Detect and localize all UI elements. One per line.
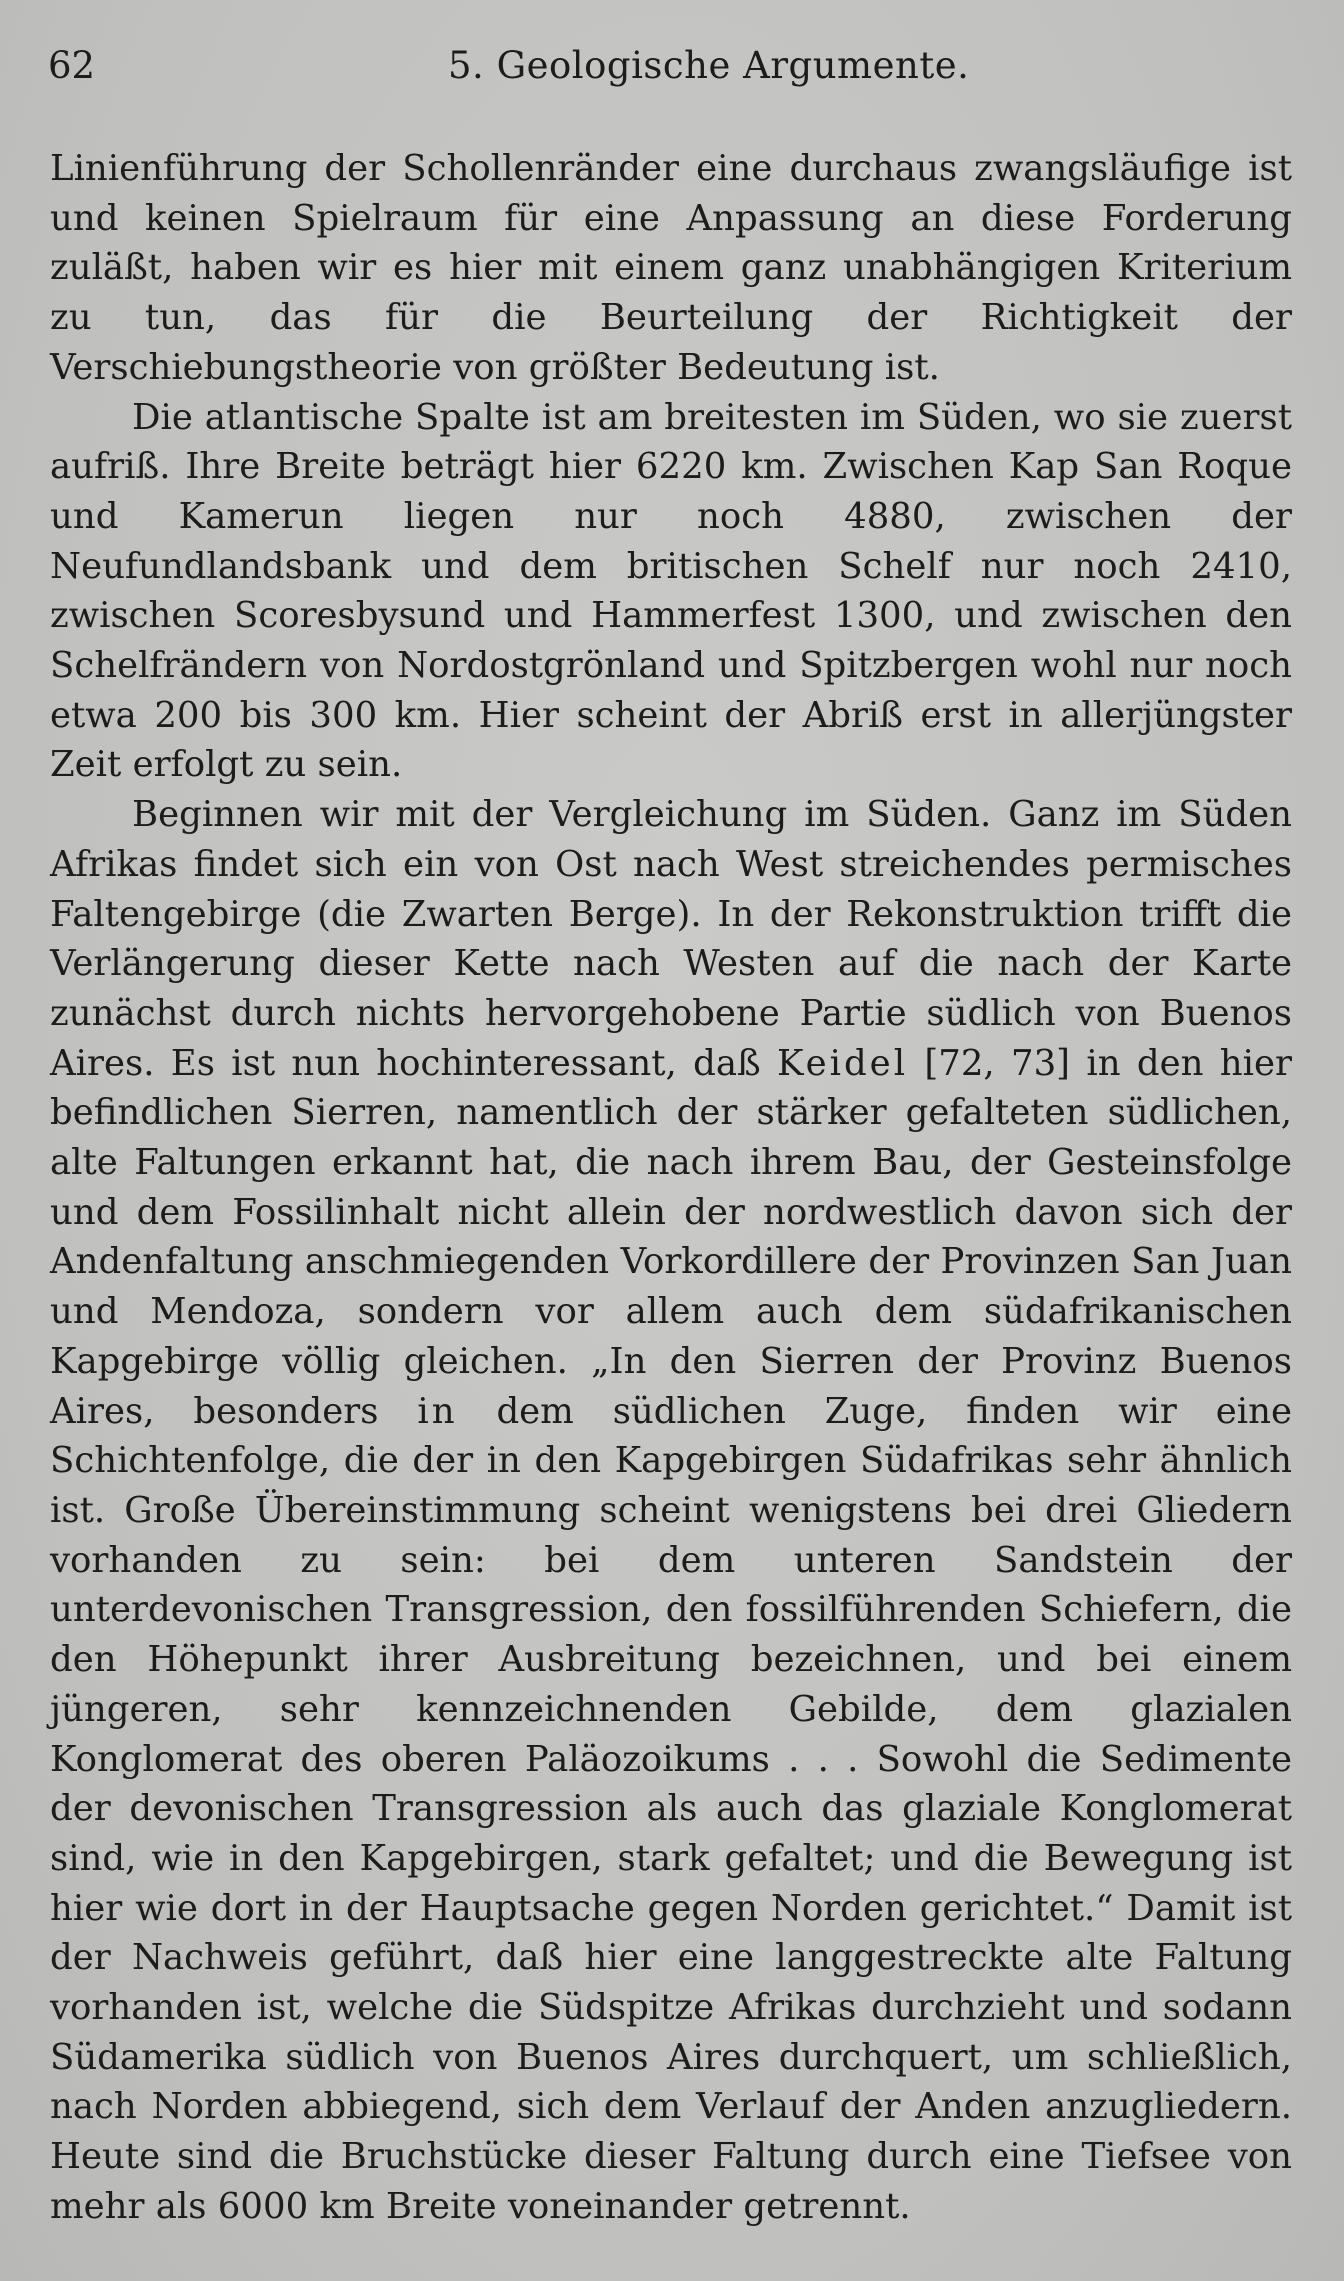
- running-title: 5. Geologische Argumente.: [448, 44, 970, 87]
- paragraph-atlantic-spalte: Die atlantische Spalte ist am breitesten im Süden, wo sie zuerst aufriß. Ihre Breite beträgt hier 6220 km. Zwischen Kap San Roque und Kamerun liegen nur noch 4880, zwischen der Neufundlandsbank und dem britischen Schelf nur noch 2410, zwischen Scoresbysund und Hammerfest 1300, und zwischen den Schelfrändern von Nordostgrönland und Spitzbergen wohl nur noch etwa 200 bis 300 km. Hier scheint der Abriß erst in allerjüngster Zeit erfolgt zu sein.: [50, 396, 1292, 786]
- paragraph-vergleichung-sueden: [50, 790, 1292, 2231]
- author-name: Keidel: [777, 1042, 909, 1084]
- spaced-word: in: [417, 1390, 458, 1432]
- paragraph-text: dem südlichen Zuge, finden wir eine Schichtenfolge, die der in den Kapgebirgen Südafrikas sehr ähnlich ist. Große Übereinstimmung scheint wenigstens bei drei Gliedern vorhanden zu sein: bei dem unteren Sandstein der unterdevonischen Transgression, den fossilführenden Schiefern, die den Höhepunkt ihrer Ausbreitung bezeichnen, und bei einem jüngeren, sehr kennzeichnenden Gebilde, dem glazialen Konglomerat des oberen Paläozoikums . . . Sowohl die Sedimente der devonischen Transgression als auch das glaziale Konglomerat sind, wie in den Kapgebirgen, stark gefaltet; und die Bewegung ist hier wie dort in der Hauptsache gegen Norden gerichtet.“ Damit ist der Nachweis geführt, daß hier eine langgestreckte alte Faltung vorhanden ist, welche die Südspitze Afrikas durchzieht und sodann Südamerika südlich von Buenos Aires durchquert, um schließlich, nach Norden abbiegend, sich dem Verlauf der Anden anzugliedern. Heute sind die Bruchstücke dieser Faltung durch eine Tiefsee von mehr als 6000 km Breite voneinander getrennt.: [50, 1390, 1292, 2227]
- paragraph-text: [72, 73] in den hier befindlichen Sierren, namentlich der stärker gefalteten südlichen, alte Faltungen erkannt hat, die nach ihrem Bau, der Gesteinsfolge und dem Fossilinhalt nicht allein der nordwestlich davon sich der Andenfaltung anschmiegenden Vorkordillere der Provinzen San Juan und Mendoza, sondern vor allem auch dem südafrikanischen Kapgebirge völlig gleichen. „In den Sierren der Provinz Buenos Aires, besonders: [50, 1042, 1293, 1432]
- paragraph-text: Beginnen wir mit der Vergleichung im Süden. Ganz im Süden Afrikas findet sich ein von Ost nach West streichendes permisches Faltengebirge (die Zwarten Berge). In der Rekonstruktion trifft die Verlängerung dieser Kette nach Westen auf die nach der Karte zunächst durch nichts hervorgehobene Partie südlich von Buenos Aires. Es ist nun hochinteressant, daß: [50, 794, 1292, 1084]
- body-text: [50, 144, 1292, 2232]
- page-number: 62: [48, 44, 96, 87]
- paragraph-continued: Linienführung der Schollenränder eine durchaus zwangsläufige ist und keinen Spielraum für eine Anpassung an diese Forderung zuläßt, haben wir es hier mit einem ganz unabhängigen Kriterium zu tun, das für die Beurteilung der Richtigkeit der Verschiebungstheorie von größter Bedeutung ist.: [50, 148, 1292, 388]
- page-header: [48, 44, 1284, 94]
